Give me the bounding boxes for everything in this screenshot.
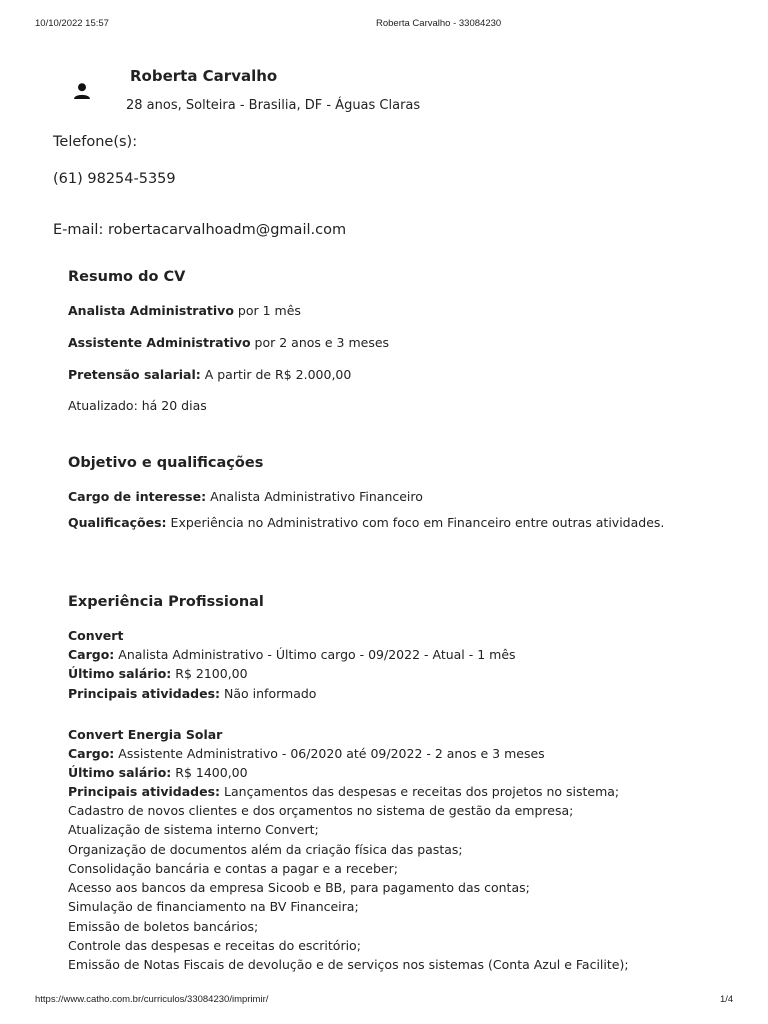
- job-salary-label: Último salário:: [68, 765, 172, 780]
- salary-expectation-label: Pretensão salarial:: [68, 367, 201, 382]
- phone-label: Telefone(s):: [53, 134, 138, 150]
- activity-line: Controle das despesas e receitas do escritório;: [68, 938, 361, 954]
- qualificacoes-value: Experiência no Administrativo com foco em Financeiro entre outras atividades.: [170, 515, 665, 530]
- job-activities-value: Lançamentos das despesas e receitas dos projetos no sistema;: [224, 784, 620, 799]
- activity-line: Emissão de Notas Fiscais de devolução e de serviços nos sistemas (Conta Azul e Facilite);: [68, 957, 629, 973]
- job-cargo: [68, 746, 545, 761]
- activity-line: Consolidação bancária e contas a pagar e a receber;: [68, 860, 398, 876]
- profile-name: Roberta Carvalho: [130, 67, 278, 85]
- resume-item-duration: por 2 anos e 3 meses: [254, 335, 390, 350]
- activity-line: Emissão de boletos bancários;: [68, 918, 259, 934]
- job-activities: [68, 784, 619, 799]
- resume-item-role: Assistente Administrativo: [68, 335, 251, 350]
- job-company: [68, 727, 222, 742]
- job-cargo-value: Assistente Administrativo - 06/2020 até 09/2022 - 2 anos e 3 meses: [118, 746, 545, 761]
- updated-text: Atualizado: há 20 dias: [68, 398, 207, 413]
- activity-line: Simulação de financiamento na BV Financeira;: [68, 899, 359, 915]
- resume-item: [68, 335, 389, 350]
- job-salary: [68, 765, 248, 780]
- job-cargo-label: Cargo:: [68, 647, 115, 662]
- resume-item: [68, 303, 301, 318]
- cargo-interesse-value: Analista Administrativo Financeiro: [210, 489, 423, 504]
- job-company-name: Convert Energia Solar: [68, 727, 223, 742]
- print-url[interactable]: https://www.catho.com.br/curriculos/33084230/imprimir/: [35, 994, 269, 1005]
- salary-expectation: [68, 367, 351, 382]
- email-value[interactable]: robertacarvalhoadm@gmail.com: [107, 222, 347, 238]
- job-salary: [68, 666, 248, 681]
- print-datetime: 10/10/2022 15:57: [35, 18, 109, 29]
- job-company-name: Convert: [68, 628, 124, 643]
- job-cargo-label: Cargo:: [68, 746, 115, 761]
- cargo-interesse-label: Cargo de interesse:: [68, 489, 207, 504]
- activity-line: Organização de documentos além da criação física das pastas;: [68, 841, 463, 857]
- activity-line: Acesso aos bancos da empresa Sicoob e BB, para pagamento das contas;: [68, 880, 530, 896]
- job-cargo: [68, 647, 516, 662]
- salary-expectation-value: A partir de R$ 2.000,00: [204, 367, 352, 382]
- job-activities-label: Principais atividades:: [68, 686, 221, 701]
- profile-details: 28 anos, Solteira - Brasilia, DF - Águas Claras: [126, 98, 421, 113]
- job-company: [68, 628, 123, 643]
- job-cargo-value: Analista Administrativo - Último cargo - 09/2022 - Atual - 1 mês: [118, 647, 516, 662]
- print-doc-title: Roberta Carvalho - 33084230: [376, 18, 502, 29]
- job-activities-list: [68, 801, 629, 975]
- activity-line: Cadastro de novos clientes e dos orçamentos no sistema de gestão da empresa;: [68, 803, 574, 818]
- email-label: E-mail:: [53, 222, 104, 238]
- job-salary-value: R$ 1400,00: [175, 765, 248, 780]
- qualificacoes-label: Qualificações:: [68, 515, 167, 530]
- job-salary-value: R$ 2100,00: [175, 666, 248, 681]
- phone-number: (61) 98254-5359: [53, 171, 176, 187]
- resume-item-role: Analista Administrativo: [68, 303, 234, 318]
- activity-line: Atualização de sistema interno Convert;: [68, 822, 319, 838]
- job-activities-value: Não informado: [224, 686, 317, 701]
- job-activities-label: Principais atividades:: [68, 784, 221, 799]
- email-line: [53, 222, 346, 238]
- job-salary-label: Último salário:: [68, 666, 172, 681]
- qualificacoes: [68, 515, 664, 530]
- resume-item-duration: por 1 mês: [237, 303, 301, 318]
- job-activities: [68, 686, 316, 701]
- section-title-experience: Experiência Profissional: [68, 594, 264, 610]
- person-icon: [73, 82, 91, 100]
- section-title-objective: Objetivo e qualificações: [68, 455, 264, 471]
- section-title-resume: Resumo do CV: [68, 269, 186, 285]
- page-number: 1/4: [720, 994, 734, 1005]
- cargo-interesse: [68, 489, 423, 504]
